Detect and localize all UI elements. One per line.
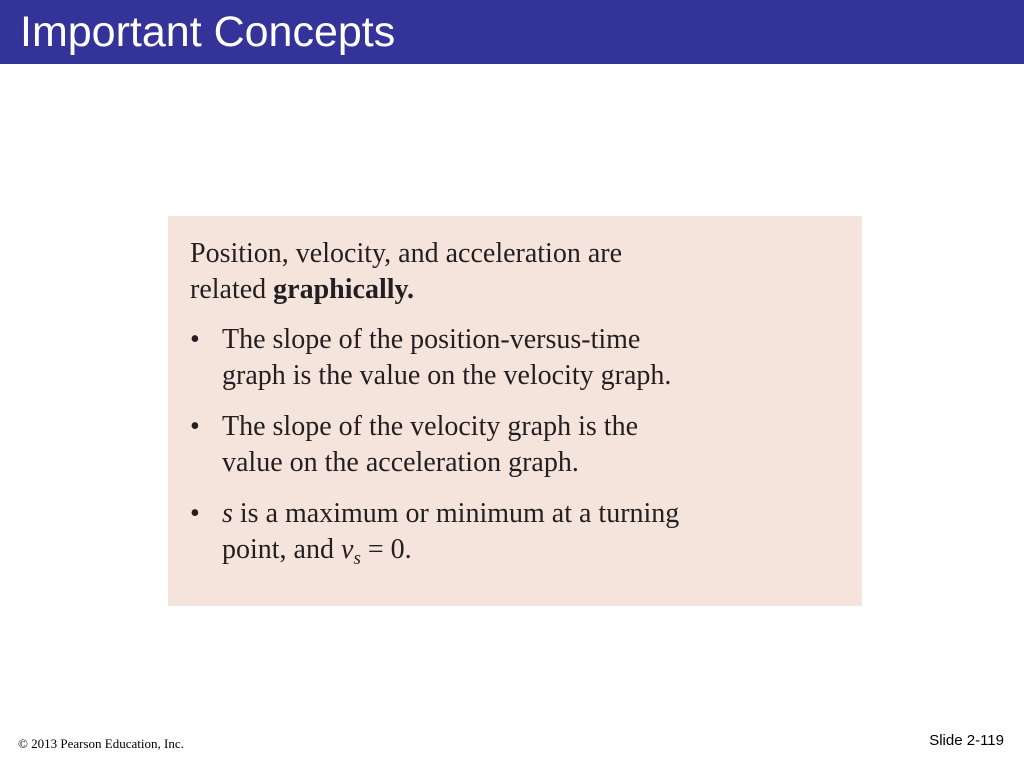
concept-box xyxy=(168,216,862,606)
intro-emphasis: graphically. xyxy=(273,274,414,305)
slide-number: Slide 2-119 xyxy=(929,732,1004,749)
list-item-line-2 xyxy=(222,532,850,577)
title-bar xyxy=(0,0,1024,64)
concept-list xyxy=(190,322,850,577)
list-item-line-1-rest: is a maximum or minimum at a turning xyxy=(232,498,680,529)
list-item xyxy=(190,322,850,394)
intro-text xyxy=(190,236,850,308)
bullet-icon: • xyxy=(190,498,200,529)
list-item xyxy=(190,496,850,577)
intro-line-2-plain: related xyxy=(190,274,274,305)
list-item-line-1: The slope of the position-versus-time xyxy=(222,324,641,355)
list-item-line-2: value on the acceleration graph. xyxy=(222,447,579,478)
list-item xyxy=(190,409,850,481)
list-item-line-2: graph is the value on the velocity graph. xyxy=(222,360,672,391)
list-item-line-1: The slope of the velocity graph is the xyxy=(222,411,638,442)
intro-line-2 xyxy=(190,272,850,308)
concept-content xyxy=(190,236,850,592)
math-subscript-s: s xyxy=(353,548,361,569)
intro-line-1: Position, velocity, and acceleration are xyxy=(190,238,623,269)
slide-title: Important Concepts xyxy=(20,8,396,56)
bullet-icon: • xyxy=(190,411,200,442)
copyright-notice: © 2013 Pearson Education, Inc. xyxy=(18,736,184,751)
list-item-line-1 xyxy=(222,496,850,532)
math-variable-v: v xyxy=(341,534,354,565)
list-item-line-2-post: = 0. xyxy=(360,534,412,565)
math-variable-s: s xyxy=(222,498,233,529)
list-item-line-2-pre: point, and xyxy=(222,534,341,565)
bullet-icon: • xyxy=(190,324,200,355)
